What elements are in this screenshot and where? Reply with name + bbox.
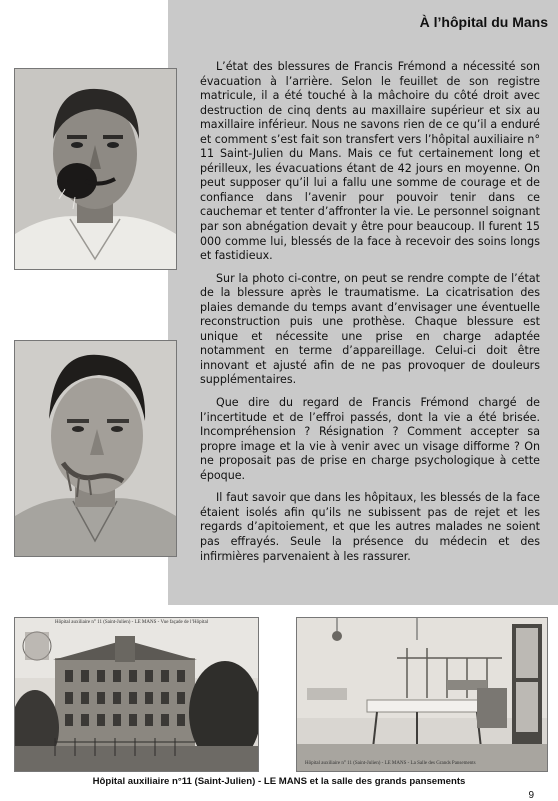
postcard-hospital-facade: [14, 617, 259, 772]
postcard2-caption: Hôpital auxiliaire n° 11 (Saint-Julien) - LE MANS - La Salle des Grands Pansements: [305, 761, 476, 766]
page-number: 9: [528, 790, 534, 801]
article-body: [200, 60, 540, 572]
page-title: À l’hôpital du Mans: [419, 14, 548, 30]
portrait-photo-1: [14, 68, 177, 270]
portrait-photo-2: [14, 340, 177, 557]
postcard-dressing-room: [296, 617, 548, 772]
paragraph-1: L’état des blessures de Francis Frémond a nécessité son évacuation à l’arrière. Selon le feuillet de son registre matricule, il a été touché à la mâchoire du côté droit avec destruction de cinq dents au maxillaire supérieur et six au maxillaire inférieur. Nous ne savons rien de ce qu’il a enduré et comment s’est fait son transfert vers l’hôpital auxiliaire n° 11 Saint-Julien du Mans. Mais ce fut certainement long et périlleux, les évacuations étant de 42 jours en moyenne. On peut supposer qu’il lui a fallu une somme de courage et de confiance dans l’avenir pour pouvoir tenir dans ce cauchemar et tenter d’affronter la vie. Le personnel soignant par son abnégation devait y être pour beaucoup. Il furent 15 000 comme lui, blessés de la face à recevoir des soins longs et fastidieux.: [200, 60, 540, 263]
paragraph-4: Il faut savoir que dans les hôpitaux, les blessés de la face étaient isolés afin qu’ils ne subissent pas de rejet et les regards d’apitoiement, et que les autres malades ne soient pas effrayés. Seule la présence du médecin et des infirmières parvenaient à les rassurer.: [200, 491, 540, 563]
paragraph-2: Sur la photo ci-contre, on peut se rendre compte de l’état de la blessure après le traumatisme. La cicatrisation des plaies demande du temps avant d’envisager une éventuelle reconstruction puis une prothèse. Chaque blessure est unique et nécessite une prise en charge adaptée notamment en terme d’appareillage. Celui-ci doit être innovant et ajusté afin de ne pas provoquer de douleurs supplémentaires.: [200, 271, 540, 387]
postcard1-caption: Hôpital auxiliaire n° 11 (Saint-Julien) - LE MANS - Vue façade de l’Hôpital: [55, 620, 209, 625]
paragraph-3: Que dire du regard de Francis Frémond chargé de l’incertitude et de l’effroi passés, dont la vie a été brisée. Incompréhension ? Résignation ? Comment accepter sa propre image et la vie à venir avec un visage difforme ? On ne proposait pas de prise en charge psychologique à cette époque.: [200, 396, 540, 482]
figure-caption: Hôpital auxiliaire n°11 (Saint-Julien) - LE MANS et la salle des grands pansements: [92, 776, 466, 787]
